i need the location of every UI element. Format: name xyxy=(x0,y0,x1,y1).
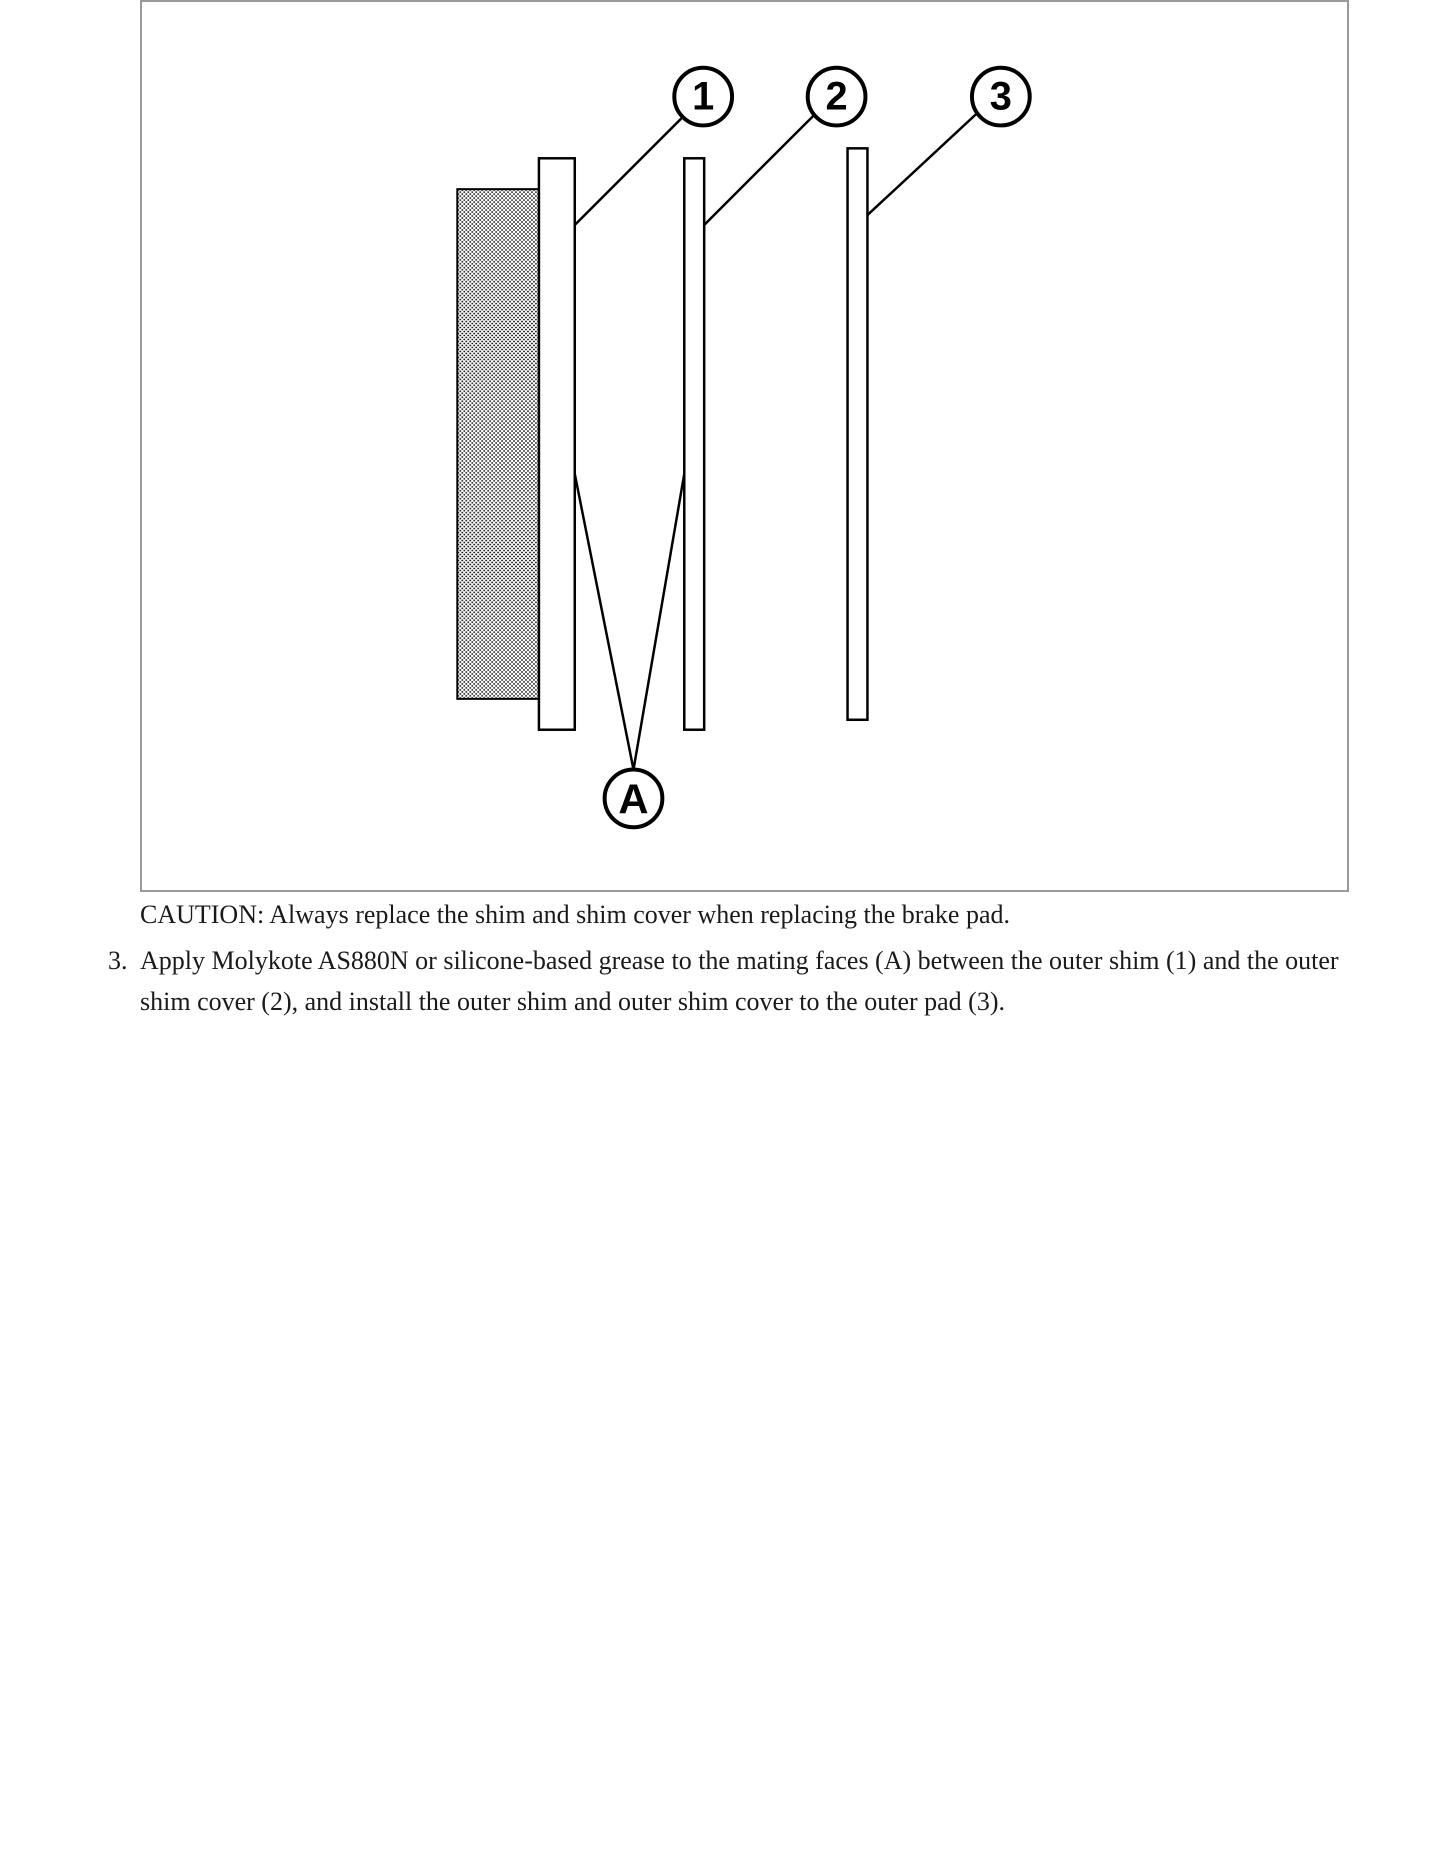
outer-pad xyxy=(848,148,868,719)
leader-line-a-right xyxy=(634,474,685,770)
callout-1-label: 1 xyxy=(692,74,715,119)
step-text: Apply Molykote AS880N or silicone-based grease to the mating faces (A) between the outer shim (1) and the outer shim cover (2), and install the outer shim and outer shim cover to the outer pad (3). xyxy=(140,946,1339,1016)
callout-3 xyxy=(972,68,1030,126)
outer-shim xyxy=(539,158,575,729)
leader-line-3 xyxy=(867,112,978,216)
callout-a-label: A xyxy=(618,775,649,823)
callout-2 xyxy=(808,68,866,126)
leader-line-2 xyxy=(704,114,815,225)
procedure-step xyxy=(108,940,1348,1022)
callout-1 xyxy=(674,68,732,126)
pad-lining xyxy=(457,189,539,699)
callout-3-label: 3 xyxy=(989,74,1012,119)
figure-frame xyxy=(140,0,1349,892)
leader-line-a-left xyxy=(575,474,634,770)
callout-a xyxy=(605,770,663,828)
outer-shim-cover xyxy=(684,158,704,729)
leader-line-1 xyxy=(575,114,686,225)
callout-2-label: 2 xyxy=(825,74,848,119)
step-number: 3. xyxy=(108,946,128,975)
shim-assembly-diagram xyxy=(142,2,1347,890)
caution-note: CAUTION: Always replace the shim and shim cover when replacing the brake pad. xyxy=(140,900,1011,929)
